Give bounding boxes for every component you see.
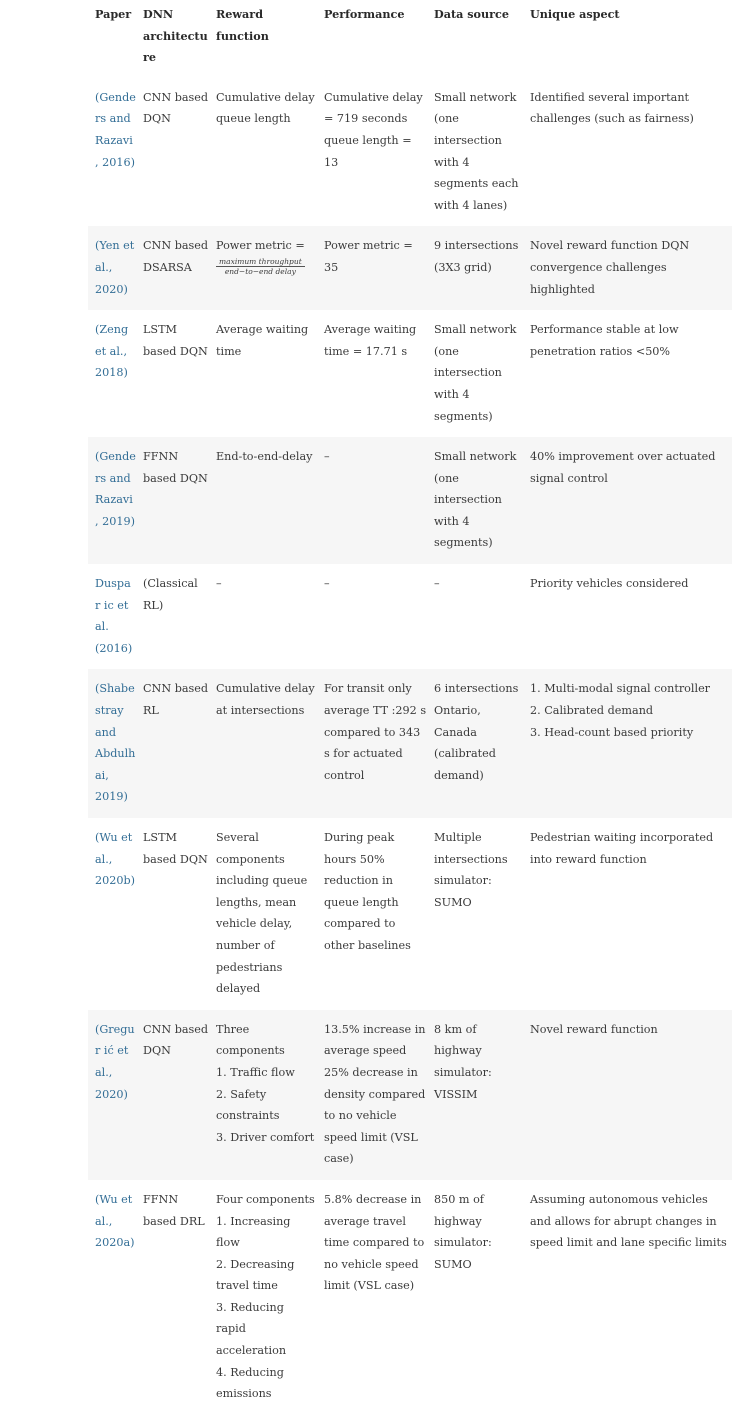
cell-unique-aspect (523, 1180, 732, 1415)
unique-line: Assuming autonomous vehicles and allows for abrupt changes in speed limit and lane specific limits (530, 1192, 727, 1250)
cell-paper (88, 818, 136, 1010)
citation-link[interactable]: (Gregur ić et al., 2020) (95, 1022, 135, 1101)
cell-reward-function (209, 669, 317, 818)
reward-line: 1. Traffic flow (216, 1065, 295, 1079)
reward-line: Four components (216, 1192, 315, 1206)
cell-paper (88, 226, 136, 310)
cell-performance (317, 818, 427, 1010)
performance-line: queue length = 13 (324, 133, 412, 169)
cell-reward-function (209, 437, 317, 564)
performance-line: 13.5% increase in average speed 25% decrease in density compared to no vehicle speed limit (VSL case) (324, 1022, 426, 1166)
citation-link[interactable]: (Shabestray and Abdulhai, 2019) (95, 682, 136, 804)
cell-performance (317, 310, 427, 437)
reward-line: Several components including queue lengths, mean vehicle delay, number of pedestrians delayed (216, 831, 308, 996)
reward-line: End-to-end-delay (216, 450, 313, 464)
reward-line: Three components (216, 1022, 285, 1058)
unique-line: 40% improvement over actuated signal control (530, 450, 716, 485)
reward-fraction (216, 257, 305, 276)
cell-data-source: Small network (one intersection with 4 segments) (434, 323, 517, 423)
cell-paper (88, 564, 136, 669)
cell-reward-function (209, 78, 317, 227)
cell-data-source: 8 km of highway simulator: VISSIM (427, 1010, 523, 1180)
cell-reward-function (209, 226, 317, 310)
citation-link[interactable]: (Wu et al., 2020b) (95, 831, 135, 888)
table-row (88, 1010, 732, 1180)
cell-data-source: Multiple intersections simulator: SUMO (434, 831, 508, 909)
table-row (88, 564, 732, 669)
reward-line: 4. Reducing emissions (216, 1365, 284, 1401)
table-row (88, 437, 732, 564)
cell-reward-function (209, 564, 317, 669)
cell-unique-aspect (523, 78, 732, 227)
cell-unique-aspect (523, 669, 732, 818)
cell-unique-aspect (523, 226, 732, 310)
cell-data-source: 9 intersections (3X3 grid) (427, 226, 523, 310)
citation-link[interactable]: (Yen et al., 2020) (95, 239, 135, 296)
cell-reward-function (209, 1010, 317, 1180)
comparison-table (88, 0, 732, 1415)
cell-dnn-architecture: (Classical RL) (143, 577, 198, 612)
unique-line: Novel reward function DQN convergence challenges highlighted (530, 239, 690, 296)
reward-line: 2. Safety constraints (216, 1087, 280, 1123)
cell-dnn-architecture: CNN based RL (136, 669, 209, 818)
cell-paper (88, 310, 136, 437)
cell-data-source: 850 m of highway simulator: SUMO (434, 1192, 492, 1271)
cell-dnn-architecture: LSTM based DQN (143, 831, 208, 866)
table-row (88, 669, 732, 818)
unique-line: Identified several important challenges (such as fairness) (530, 90, 694, 126)
citation-link[interactable]: Duspar ic et al. (2016) (95, 577, 133, 655)
cell-dnn-architecture: CNN based DSARSA (136, 226, 209, 310)
reward-prefix: Power metric = (216, 239, 305, 253)
performance-line: – (324, 577, 330, 591)
cell-data-source: Small network (one intersection with 4 segments each with 4 lanes) (434, 90, 519, 212)
header-reward-function: Reward function (216, 7, 269, 43)
cell-performance (317, 669, 427, 818)
performance-line: Average waiting time = 17.71 s (324, 323, 417, 358)
performance-line: For transit only average TT :292 s compared to 343 s for actuated control (324, 682, 427, 782)
cell-reward-function (209, 310, 317, 437)
cell-performance (317, 564, 427, 669)
cell-unique-aspect (523, 1010, 732, 1180)
performance-line: Power metric = 35 (324, 239, 413, 274)
cell-dnn-architecture: LSTM based DQN (143, 323, 208, 358)
table-row (88, 310, 732, 437)
citation-link[interactable]: (Wu et al., 2020a) (95, 1192, 135, 1250)
header-performance: Performance (324, 7, 405, 21)
cell-dnn-architecture: CNN based DQN (143, 90, 209, 126)
header-data-source: Data source (434, 7, 509, 21)
reward-line: 3. Driver comfort (216, 1130, 315, 1144)
cell-unique-aspect (523, 818, 732, 1010)
cell-performance (317, 1180, 427, 1415)
fraction-numerator: maximum throughput (216, 257, 305, 267)
table-row (88, 78, 732, 227)
citation-link[interactable]: (Genders and Razavi, 2016) (95, 90, 136, 169)
performance-line: 5.8% decrease in average travel time compared to no vehicle speed limit (VSL case) (324, 1192, 425, 1293)
performance-line: During peak hours 50% reduction in queue length compared to other baselines (324, 831, 411, 952)
header-dnn-architecture: DNN architecture (143, 7, 208, 65)
cell-performance (317, 437, 427, 564)
cell-performance (317, 1010, 427, 1180)
cell-paper (88, 437, 136, 564)
unique-line: Priority vehicles considered (530, 577, 689, 591)
reward-line: 3. Reducing rapid acceleration (216, 1300, 287, 1358)
header-unique-aspect: Unique aspect (530, 7, 620, 21)
cell-data-source: Small network (one intersection with 4 segments) (427, 437, 523, 564)
cell-dnn-architecture: CNN based DQN (136, 1010, 209, 1180)
cell-unique-aspect (523, 310, 732, 437)
unique-line: 2. Calibrated demand (530, 704, 654, 718)
cell-performance (317, 78, 427, 227)
reward-line: 2. Decreasing travel time (216, 1257, 295, 1293)
cell-paper (88, 1010, 136, 1180)
cell-performance (317, 226, 427, 310)
cell-paper (88, 78, 136, 227)
unique-line: Performance stable at low penetration ratios <50% (530, 323, 679, 358)
cell-unique-aspect (523, 564, 732, 669)
unique-line: 3. Head-count based priority (530, 725, 694, 739)
cell-dnn-architecture: FFNN based DRL (143, 1192, 205, 1228)
table-body (88, 78, 732, 1415)
table-row (88, 226, 732, 310)
unique-line: 1. Multi-modal signal controller (530, 682, 711, 696)
unique-line: Pedestrian waiting incorporated into reward function (530, 831, 714, 866)
cell-reward-function (209, 1180, 317, 1415)
cell-paper (88, 1180, 136, 1415)
cell-data-source: 6 intersections Ontario, Canada (calibrated demand) (427, 669, 523, 818)
cell-unique-aspect (523, 437, 732, 564)
reward-line: – (216, 577, 222, 591)
fraction-denominator: end−to−end delay (224, 266, 296, 276)
table-row (88, 818, 732, 1010)
cell-reward-function (209, 818, 317, 1010)
performance-line: Cumulative delay = 719 seconds (324, 90, 423, 126)
citation-link[interactable]: (Zeng et al., 2018) (95, 323, 129, 380)
unique-line: Novel reward function (530, 1022, 658, 1036)
performance-line: – (324, 450, 330, 464)
table-row (88, 1180, 732, 1415)
header-row (88, 0, 732, 78)
reward-line: Average waiting time (216, 323, 309, 358)
cell-paper (88, 669, 136, 818)
citation-link[interactable]: (Genders and Razavi, 2019) (95, 450, 136, 528)
reward-line: Cumulative delay queue length (216, 90, 315, 126)
cell-data-source: – (434, 577, 440, 591)
cell-dnn-architecture: FFNN based DQN (136, 437, 209, 564)
header-paper: Paper (95, 7, 132, 21)
reward-line: Cumulative delay at intersections (216, 682, 315, 718)
reward-line: 1. Increasing flow (216, 1214, 291, 1250)
